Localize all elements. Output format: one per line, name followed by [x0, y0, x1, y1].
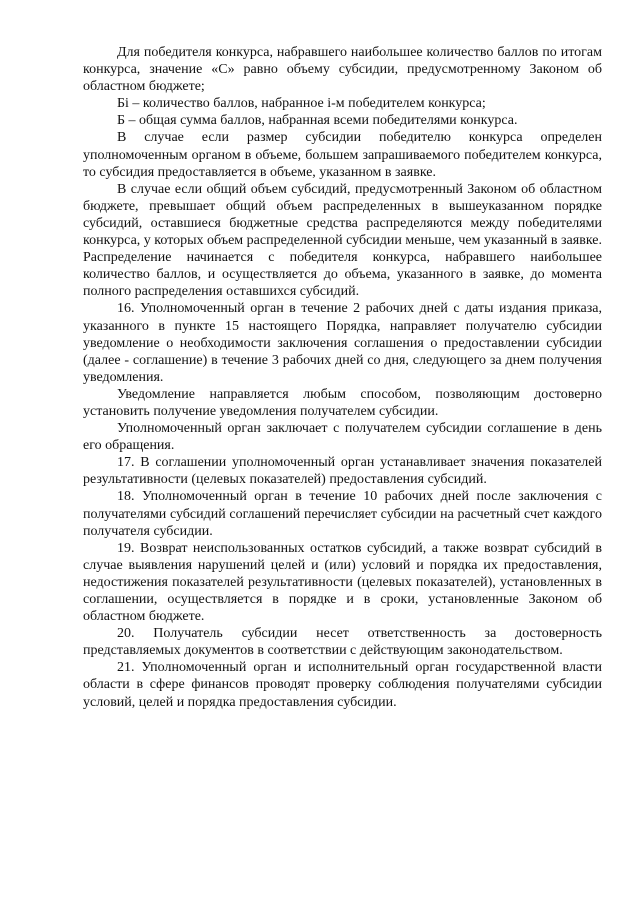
paragraph-item-19: 19. Возврат неиспользованных остатков субсидий, а также возврат субсидий в случае выявления нарушений целей и (или) условий и порядка их предоставления, недостижения показателей результативности (целевых показателей), установленных в соглашении, осуществляется в порядке и в сроки, установленные Законом об областном бюджете. — [83, 540, 602, 625]
paragraph-item-18: 18. Уполномоченный орган в течение 10 рабочих дней после заключения с получателями субсидий соглашений перечисляет субсидии на расчетный счет каждого получателя субсидии. — [83, 489, 602, 539]
paragraph-notification-method: Уведомление направляется любым способом, позволяющим достоверно установить получение уведомления получателем субсидии. — [83, 386, 602, 419]
paragraph-item-16: 16. Уполномоченный орган в течение 2 рабочих дней с даты издания приказа, указанного в пункте 15 настоящего Порядка, направляет получателю субсидии уведомление о необходимости заключения соглашения о предоставлении субсидии (далее - соглашение) в течение 3 рабочих дней со дня, следующего за днем получения уведомления. — [83, 301, 602, 385]
paragraph-item-21: 21. Уполномоченный орган и исполнительный орган государственной власти области в сфере финансов проводят проверку соблюдения получателями субсидии условий, целей и порядка предоставления субсидии. — [83, 660, 602, 710]
paragraph-excess-subsidy: В случае если размер субсидии победителю конкурса определен уполномоченным органом в объеме, большем запрашиваемого победителем конкурса, то субсидия предоставляется в объеме, указанном в заявке. — [83, 130, 602, 180]
paragraph-item-17: 17. В соглашении уполномоченный орган устанавливает значения показателей результативности (целевых показателей) предоставления субсидий. — [83, 455, 602, 488]
paragraph-bi-definition: Бi – количество баллов, набранное i-м победителем конкурса; — [117, 96, 486, 112]
paragraph-b-definition: Б – общая сумма баллов, набранная всеми победителями конкурса. — [117, 113, 518, 129]
paragraph-c-value-rule: Для победителя конкурса, набравшего наибольшее количество баллов по итогам конкурса, значение «С» равно объему субсидии, предусмотренному Законом об областном бюджете; — [83, 45, 602, 95]
paragraph-item-20: 20. Получатель субсидии несет ответственность за достоверность представляемых документов в соответствии с действующим законодательством. — [83, 626, 602, 659]
paragraph-remaining-funds: В случае если общий объем субсидий, предусмотренный Законом об областном бюджете, превышает общий объем распределенных в вышеуказанном порядке субсидий, оставшиеся бюджетные средства распределяются между победителями конкурса, у которых объем распределенной субсидии меньше, чем указанный в заявке. Распределение начинается с победителя конкурса, набравшего наибольшее количество баллов, и осуществляется до объема, указанного в заявке, до момента полного распределения оставшихся субсидий. — [83, 181, 602, 300]
document-body — [83, 44, 602, 711]
paragraph-agreement-day: Уполномоченный орган заключает с получателем субсидии соглашение в день его обращения. — [83, 421, 602, 454]
